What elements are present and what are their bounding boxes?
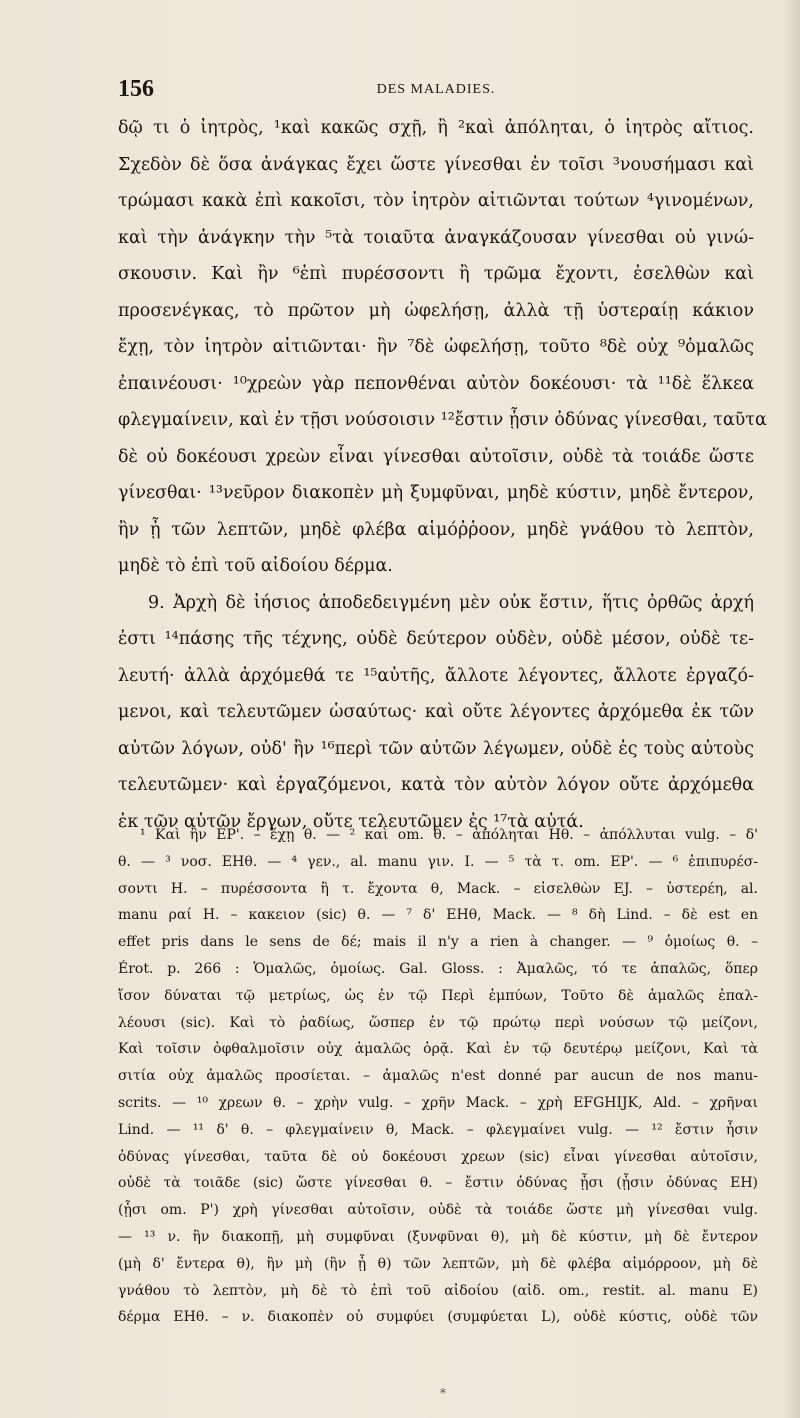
footnote-line: λέουσι (sic). Καὶ τὸ ῥαδίως, ὥσπερ ἐν τῷ πρώτῳ περὶ νούσων τῷ μείζονι,	[118, 1014, 758, 1031]
body-line: προσενέγκας, τὸ πρῶτον μὴ ὠφελήσῃ, ἀλλὰ τῇ ὑστεραίῃ κάκιον	[118, 300, 754, 321]
body-line: τρώμασι κακὰ ἐπὶ κακοῖσι, τὸν ἰητρὸν αἰτιῶνται τούτων ⁴γινομένων,	[118, 191, 754, 211]
footnote-line: δέρμα EHθ. – ν. διακοπὲν οὐ συμφύει (συμφύεται L), οὐδὲ κύστις, οὐδὲ τῶν	[118, 1309, 758, 1326]
footnote-line: manu ραί H. – κακειον (sic) θ. — ⁷ δ' EHθ, Mack. — ⁸ δὴ Lind. – δὲ est en	[118, 907, 758, 924]
body-line: λευτή· ἀλλὰ ἀρχόμεθά τε ¹⁵αὐτῆς, ἄλλοτε λέγοντες, ἄλλοτε ἐργαζό-	[118, 665, 754, 686]
body-line: μηδὲ τὸ ἐπὶ τοῦ αἰδοίου δέρμα.	[118, 556, 393, 576]
body-line: τελευτῶμεν· καὶ ἐργαζόμενοι, κατὰ τὸν αὐτὸν λόγον οὔτε ἀρχόμεθα	[118, 775, 754, 795]
body-line: δῷ τι ὁ ἰητρὸς, ¹καὶ κακῶς σχῇ, ἢ ²καὶ ἀπόληται, ὁ ἰητρὸς αἴτιος.	[118, 118, 754, 138]
footnote-line: scrits. — ¹⁰ χρεων θ. – χρὴν vulg. – χρῆν Mack. – χρὴ EFGHIJK, Ald. – χρῆναι	[118, 1094, 758, 1111]
body-line: σκουσιν. Καὶ ἢν ⁶ἐπὶ πυρέσσοντι ἢ τρῶμα ἔχοντι, ἐσελθὼν καὶ	[118, 264, 754, 284]
footnote-line: σιτία οὐχ ἀμαλῶς προσίεται. – ἀμαλῶς n'est donné par aucun de nos manu-	[118, 1068, 758, 1085]
footnotes	[118, 822, 758, 1331]
footnote-line: (ᾗσι om. P') χρὴ γίνεσθαι αὐτοῖσιν, οὐδὲ τὰ τοιάδε ὥστε μὴ γίνεσθαι vulg.	[118, 1202, 758, 1219]
body-line: ἐκ τῶν αὐτῶν ἔργων, οὔτε τελευτῶμεν ἐς ¹⁷τὰ αὐτά.	[118, 811, 584, 832]
footnote-line: σοντι H. – πυρέσσοντα ἢ τ. ἔχοντα θ, Mack. – εἰσελθὼν EJ. – ὑστερέη, al.	[118, 880, 758, 897]
footnote-line: ἴσον δύναται τῷ μετρίως, ὡς ἐν τῷ Περὶ ἐμπύων, Τοῦτο δὲ ἀμαλῶς ἐπαλ-	[118, 987, 758, 1004]
footnote-line: effet pris dans le sens de δέ; mais il n'y a rien à changer. — ⁹ ὁμοίως θ. –	[118, 934, 758, 951]
body-line: φλεγμαίνειν, καὶ ἐν τῇσι νούσοισιν ¹²ἔστιν ᾗσιν ὀδύνας γίνεσθαι, ταῦτα	[118, 410, 767, 430]
footnote-line: γνάθου τὸ λεπτὸν, μὴ δὲ τὸ ἐπὶ τοῦ αἰδοίου (αἰδ. om., restit. al. manu E)	[118, 1282, 758, 1299]
page-gutter-shadow	[782, 0, 800, 1418]
footnote-line: Lind. — ¹¹ δ' θ. – φλεγμαίνειν θ, Mack. – φλεγμαίνει vulg. — ¹² ἔστιν ἧσιν	[118, 1121, 758, 1138]
body-line: ἢν ᾖ τῶν λεπτῶν, μηδὲ φλέβα αἱμόῤῥοον, μηδὲ γνάθου τὸ λεπτὸν,	[118, 519, 754, 540]
body-line: 9. Ἀρχὴ δὲ ἰήσιος ἀποδεδειγμένη μὲν οὐκ ἔστιν, ἥτις ὀρθῶς ἀρχή	[148, 592, 754, 613]
body-line: γίνεσθαι· ¹³νεῦρον διακοπὲν μὴ ξυμφῦναι, μηδὲ κύστιν, μηδὲ ἔντερον,	[118, 483, 754, 503]
body-line: ἐστι ¹⁴πάσης τῆς τέχνης, οὐδὲ δεύτερον οὐδὲν, οὐδὲ μέσον, οὐδὲ τε-	[118, 629, 754, 649]
footnote-line: οὐδὲ τὰ τοιᾶδε (sic) ὥστε γίνεσθαι θ. – ἔστιν ὀδύνας ᾗσι (ᾗσιν ὀδύνας EH)	[118, 1175, 758, 1192]
footnote-line: — ¹³ ν. ἢν διακοπῇ, μὴ συμφῦναι (ξυνφῦναι θ), μὴ δὲ κύστιν, μὴ δὲ ἔντερον	[118, 1228, 758, 1245]
body-line: Σχεδὸν δὲ ὅσα ἀνάγκας ἔχει ὥστε γίνεσθαι ἐν τοῖσι ³νουσήμασι καὶ	[118, 154, 754, 175]
footnote-line: θ. — ³ νοσ. EHθ. — ⁴ γεν., al. manu γιν. I. — ⁵ τὰ τ. om. EP'. — ⁶ ἐπιπυρέσ-	[118, 853, 758, 870]
page-number: 156	[118, 76, 154, 102]
footnote-line: Καὶ τοῖσιν ὀφθαλμοῖσιν οὐχ ἀμαλῶς ὁρᾷ. Καὶ ἐν τῷ δευτέρῳ μείζονι, Καὶ τὰ	[118, 1041, 758, 1058]
body-line: ἐπαινέουσι· ¹⁰χρεὼν γὰρ πεπονθέναι αὐτὸν δοκέουσι· τὰ ¹¹δὲ ἕλκεα	[118, 373, 754, 394]
body-line: δὲ οὐ δοκέουσι χρεὼν εἶναι γίνεσθαι αὐτοῖσιν, οὐδὲ τὰ τοιάδε ὥστε	[118, 446, 754, 467]
running-head: DES MALADIES.	[376, 82, 496, 97]
footnote-line: (μὴ δ' ἔντερα θ), ἢν μὴ (ἢν ᾖ θ) τῶν λεπτῶν, μὴ δὲ φλέβα αἱμόρροον, μὴ δὲ	[118, 1255, 758, 1272]
bottom-mark: *	[440, 1386, 446, 1400]
body-line: καὶ τὴν ἀνάγκην τὴν ⁵τὰ τοιαῦτα ἀναγκάζουσαν γίνεσθαι οὐ γινώ-	[118, 227, 754, 248]
footnote-line: ὀδύνας γίνεσθαι, ταῦτα δὲ οὐ δοκέουσι χρεων (sic) εἶναι γίνεσθαι αὐτοῖσιν,	[118, 1148, 758, 1165]
body-line: αὐτῶν λόγων, οὐδ' ἢν ¹⁶περὶ τῶν αὐτῶν λέγωμεν, οὐδὲ ἐς τοὺς αὐτοὺς	[118, 738, 754, 759]
body-line: ἔχῃ, τὸν ἰητρὸν αἰτιῶνται· ἢν ⁷δὲ ὠφελήσῃ, τοῦτο ⁸δὲ οὐχ ⁹ὁμαλῶς	[118, 337, 754, 357]
footnote-line: Érot. p. 266 : Ὁμαλῶς, ὁμοίως. Gal. Gloss. : Ἀμαλῶς, τό τε ἁπαλῶς, ὅπερ	[118, 960, 758, 977]
body-line: μενοι, καὶ τελευτῶμεν ὡσαύτως· καὶ οὔτε λέγοντες ἀρχόμεθα ἐκ τῶν	[118, 702, 754, 722]
main-text	[118, 110, 767, 840]
footnote-line: ¹ Καὶ ἢν EP'. – ἔχῃ θ. — ² καὶ om. θ. – ἀπόληται Hθ. – ἀπόλλυται vulg. – δ'	[140, 827, 759, 843]
page-header	[118, 76, 754, 106]
